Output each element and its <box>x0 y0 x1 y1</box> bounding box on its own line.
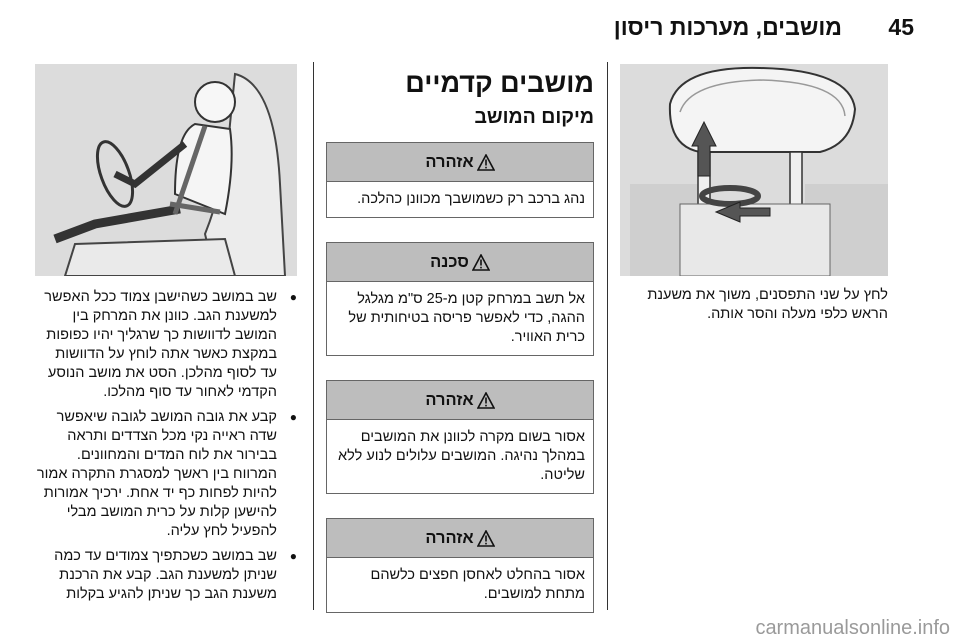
warning-text: אסור בשום מקרה לכוונן את המושבים במהלך נהיגה. המושבים עלולים לנוע ללא שליטה. <box>338 429 585 483</box>
warning-header <box>327 519 593 558</box>
list-item: ● קבע את גובה המושב לגובה שיאפשר שדה ראייה נקי מכל הצדדים ותראה בבירור את לוח המדים והמחוונים. המרווח בין ראשך למסגרת התקרה אמור להיות לפחות כף יד אחת. ירכיך אמורות להישען קלות על כרית המושב מבלי להפעיל לחץ עליה. <box>35 408 297 541</box>
headrest-adjustment-icon <box>620 64 888 276</box>
warning-header <box>327 381 593 420</box>
section-title: מושבים קדמיים <box>405 68 594 98</box>
watermark: carmanualsonline.info <box>755 617 950 639</box>
warning-triangle-icon <box>472 254 490 271</box>
warning-triangle-icon <box>477 154 495 171</box>
middle-column <box>326 64 594 637</box>
column-divider-right <box>607 62 608 610</box>
list-item: ● שב במושב כשכתפיך צמודים עד כמה שניתן למשענת הגב. קבע את הרכנת משענת הגב כך שניתן להגיע בקלות <box>35 547 297 604</box>
driver-illustration <box>35 64 297 276</box>
warning-label: אזהרה <box>425 528 474 547</box>
warning-text: אסור בהחלט לאחסן חפצים כלשהם מתחת למושבים. <box>370 567 585 602</box>
seated-driver-icon <box>35 64 297 276</box>
subsection-title: מיקום המושב <box>474 106 594 128</box>
page-title: מושבים, מערכות ריסון <box>613 14 842 40</box>
left-column <box>35 64 297 610</box>
warning-label: אזהרה <box>425 152 474 171</box>
danger-text: אל תשב במרחק קטן מ-25 ס"מ מגלגל ההגה, כדי לאפשר פריסה בטיחותית של כרית האוויר. <box>348 291 585 345</box>
column-divider-left <box>313 62 314 610</box>
warning-label: אזהרה <box>425 390 474 409</box>
headrest-caption: לחץ על שני התפסנים, משוך את משענת הראש כלפי מעלה והסר אותה. <box>647 287 888 322</box>
warning-triangle-icon <box>477 392 495 409</box>
danger-box <box>326 242 594 356</box>
list-item: ● שב במושב כשהישבן צמוד ככל האפשר למשענת הגב. כוונן את המרחק בין המושב לדוושות כך שרגליך יהיו כפופות במקצת כאשר אתה לוחץ על הדוושות עד לסוף מהלכן. הסט את מושב הנוסע הקדמי לאחור עד סוף מהלכו. <box>35 288 297 402</box>
danger-label: סכנה <box>430 252 469 271</box>
warning-box <box>326 142 594 218</box>
warning-text: נהג ברכב רק כשמושבך מכוונן כהלכה. <box>357 191 585 207</box>
warning-triangle-icon <box>477 530 495 547</box>
warning-header <box>327 143 593 182</box>
danger-header <box>327 243 593 282</box>
page-header <box>40 14 920 48</box>
seat-instructions-list <box>35 288 297 604</box>
right-column <box>620 64 888 324</box>
page-number: 45 <box>888 14 914 40</box>
warning-box <box>326 380 594 494</box>
headrest-illustration <box>620 64 888 276</box>
warning-box <box>326 518 594 613</box>
